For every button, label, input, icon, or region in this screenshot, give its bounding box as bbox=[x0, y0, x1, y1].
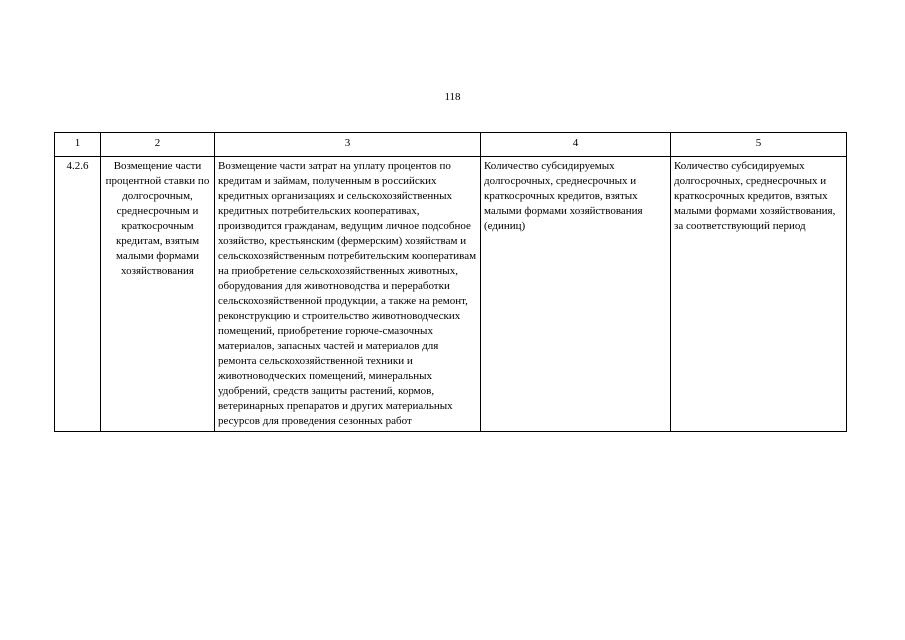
page-number: 118 bbox=[444, 91, 461, 103]
column-header-5: 5 bbox=[671, 133, 847, 157]
column-header-2: 2 bbox=[101, 133, 215, 157]
row-indicator-detail-cell: Количество субсидируемых долгосрочных, среднесрочных и краткосрочных кредитов, взятых малыми формами хозяйствования, за соответствующий период bbox=[671, 157, 847, 432]
table-row bbox=[55, 157, 847, 432]
row-indicator-cell: Количество субсидируемых долгосрочных, среднесрочных и краткосрочных кредитов, взятых малыми формами хозяйствования (единиц) bbox=[481, 157, 671, 432]
column-header-1: 1 bbox=[55, 133, 101, 157]
table-header-row bbox=[55, 133, 847, 157]
row-name-cell: Возмещение части процентной ставки по долгосрочным, среднесрочным и краткосрочным кредитам, взятым малыми формами хозяйствования bbox=[101, 157, 215, 432]
column-header-4: 4 bbox=[481, 133, 671, 157]
row-description-cell: Возмещение части затрат на уплату процентов по кредитам и займам, полученным в российских кредитных организациях и сельскохозяйственных кредитных потребительских кооперативах, производится гражданам, ведущим личное подсобное хозяйство, крестьянским (фермерским) хозяйствам и сельскохозяйственным потребительским кооперативам на приобретение сельскохозяйственных животных, оборудования для животноводства и переработки сельскохозяйственной продукции, а также на ремонт, реконструкцию и строительство животноводческих помещений, приобретение горюче-смазочных материалов, запасных частей и материалов для ремонта сельскохозяйственной техники и животноводческих помещений, минеральных удобрений, средств защиты растений, кормов, ветеринарных препаратов и других материальных ресурсов для проведения сезонных работ bbox=[215, 157, 481, 432]
column-header-3: 3 bbox=[215, 133, 481, 157]
row-code-cell: 4.2.6 bbox=[55, 157, 101, 432]
data-table bbox=[54, 132, 847, 432]
